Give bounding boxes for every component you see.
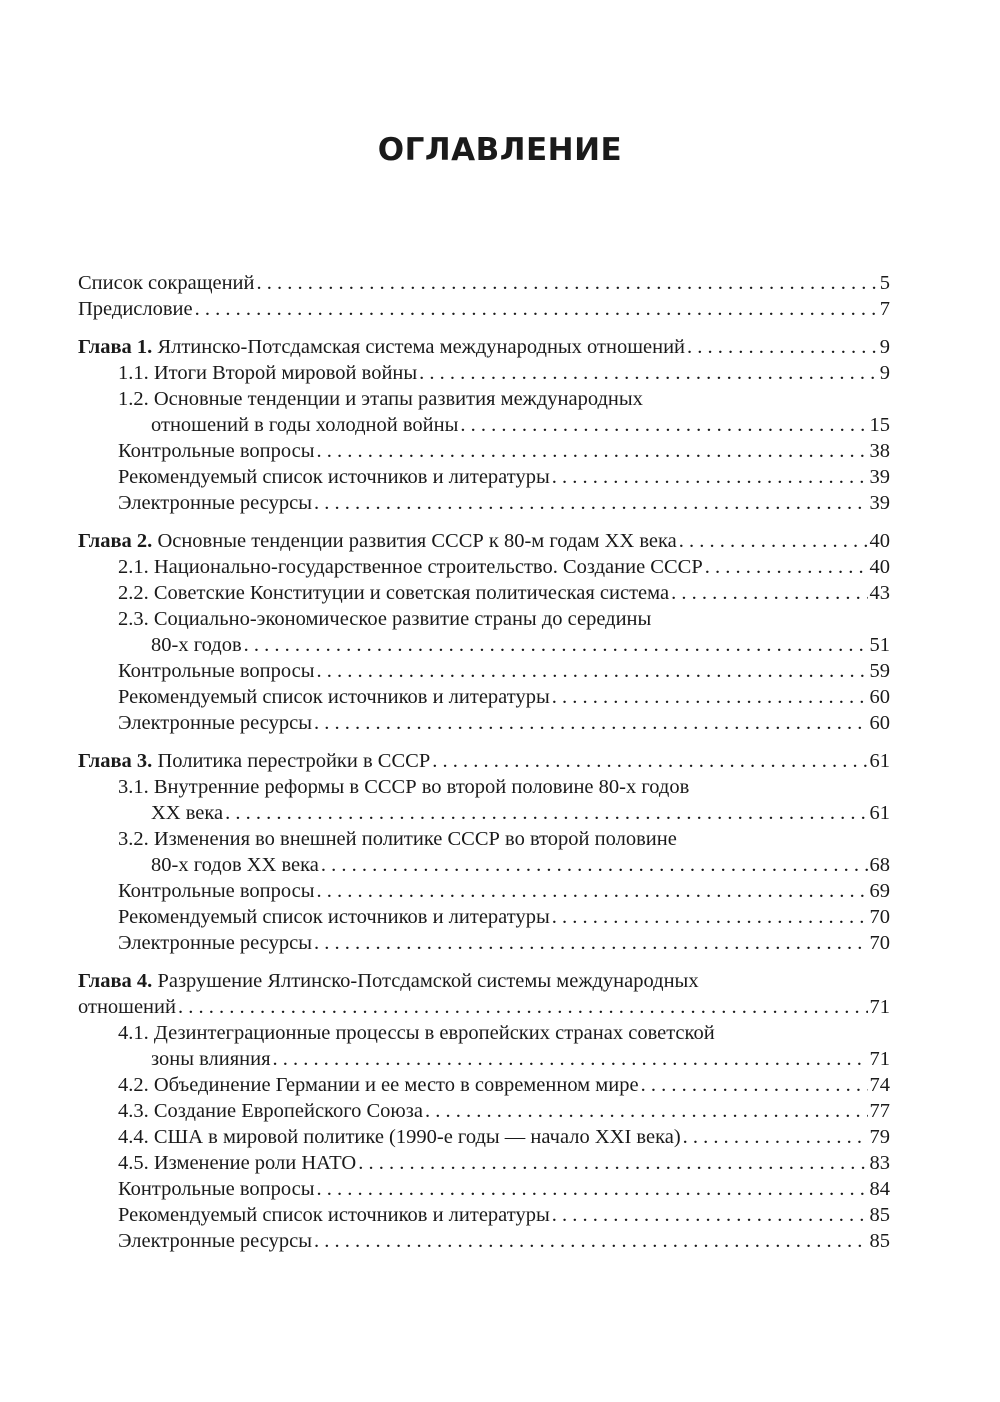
toc-page-number: 84 xyxy=(869,1178,890,1200)
dot-leader xyxy=(314,1228,868,1254)
toc-chapter-4[interactable]: отношений . . . 71 xyxy=(78,994,890,1020)
toc-entry-preface[interactable] xyxy=(78,296,890,322)
toc-page-number: 7 xyxy=(879,298,890,320)
toc-chapter-4-line1[interactable]: Глава 4. Разрушение Ялтинско-Потсдамской системы международных xyxy=(78,970,699,992)
toc-section[interactable]: 2.1. Национально-государственное строительство. Создание СССР . . . 40 xyxy=(78,554,890,580)
chapter-title: Глава 3. Политика перестройки в СССР xyxy=(78,750,431,772)
toc-chapter-2[interactable] xyxy=(78,528,890,554)
toc-page-number: 5 xyxy=(879,272,890,294)
toc-page-number: 68 xyxy=(869,854,890,876)
toc-entry-abbreviations[interactable] xyxy=(78,270,890,296)
toc-page-number: 71 xyxy=(869,1048,890,1070)
dot-leader xyxy=(225,800,867,826)
dot-leader xyxy=(321,852,868,878)
toc-section[interactable]: Контрольные вопросы . . . 84 xyxy=(78,1176,890,1202)
toc-page-number: 40 xyxy=(869,530,890,552)
toc-page-number: 70 xyxy=(869,932,890,954)
dot-leader xyxy=(314,490,868,516)
dot-leader xyxy=(257,270,878,296)
toc-page-number: 60 xyxy=(869,686,890,708)
toc-section[interactable]: Контрольные вопросы . . . 69 xyxy=(78,878,890,904)
toc-page-number: 83 xyxy=(869,1152,890,1174)
dot-leader xyxy=(552,1202,868,1228)
chapter-title: Глава 2. Основные тенденции развития СССР к 80-м годам XX века xyxy=(78,530,677,552)
toc-section[interactable]: зоны влияния . . . 71 xyxy=(78,1046,890,1072)
dot-leader xyxy=(178,994,868,1020)
dot-leader xyxy=(317,658,868,684)
toc-section[interactable]: Электронные ресурсы . . . 85 xyxy=(78,1228,890,1254)
chapter-title: Глава 1. Ялтинско-Потсдамская система международных отношений xyxy=(78,336,686,358)
toc-section[interactable]: Рекомендуемый список источников и литературы . . . 85 xyxy=(78,1202,890,1228)
dot-leader xyxy=(358,1150,867,1176)
dot-leader xyxy=(552,904,868,930)
toc-section-line1[interactable]: 4.1. Дезинтеграционные процессы в европейских странах советской xyxy=(118,1022,715,1044)
toc-page-number: 70 xyxy=(869,906,890,928)
dot-leader xyxy=(314,710,868,736)
toc-section[interactable]: 80-х годов . . . 51 xyxy=(78,632,890,658)
toc-page-number: 38 xyxy=(869,440,890,462)
toc-chapter-3[interactable] xyxy=(78,748,890,774)
toc-section[interactable]: Контрольные вопросы . . . 59 xyxy=(78,658,890,684)
toc-page-number: 60 xyxy=(869,712,890,734)
toc-entry-label: Предисловие xyxy=(78,298,193,320)
toc-section-line1[interactable]: 3.1. Внутренние реформы в СССР во второй половине 80-х годов xyxy=(118,776,690,798)
toc-page-number: 77 xyxy=(869,1100,890,1122)
dot-leader xyxy=(195,296,878,322)
chapter-prefix: Глава 4. xyxy=(78,970,153,992)
dot-leader xyxy=(705,554,868,580)
dot-leader xyxy=(244,632,868,658)
toc-section[interactable]: Электронные ресурсы . . . 60 xyxy=(78,710,890,736)
toc-page-number: 74 xyxy=(869,1074,890,1096)
toc-section-line1[interactable]: 2.3. Социально-экономическое развитие страны до середины xyxy=(118,608,652,630)
toc-section[interactable]: 2.2. Советские Конституции и советская политическая система . . . 43 xyxy=(78,580,890,606)
toc-page-number: 85 xyxy=(869,1230,890,1252)
toc-page-number: 43 xyxy=(869,582,890,604)
dot-leader xyxy=(552,464,868,490)
dot-leader xyxy=(425,1098,868,1124)
dot-leader xyxy=(641,1072,868,1098)
dot-leader xyxy=(683,1124,868,1150)
toc-chapter-1[interactable] xyxy=(78,334,890,360)
chapter-prefix: Глава 3. xyxy=(78,750,153,772)
toc-page-number: 51 xyxy=(869,634,890,656)
dot-leader xyxy=(419,360,878,386)
dot-leader xyxy=(432,748,867,774)
toc-section[interactable]: Рекомендуемый список источников и литературы . . . 70 xyxy=(78,904,890,930)
toc-page-number: 9 xyxy=(879,336,890,358)
toc-page-number: 59 xyxy=(869,660,890,682)
toc-section[interactable]: XX века . . . 61 xyxy=(78,800,890,826)
toc-section[interactable]: 80-х годов XX века . . . 68 xyxy=(78,852,890,878)
toc-section[interactable]: 4.4. США в мировой политике (1990-е годы — начало XXI века) . . . 79 xyxy=(78,1124,890,1150)
page-title: ОГЛАВЛЕНИЕ xyxy=(377,132,623,168)
toc-page-number: 39 xyxy=(869,492,890,514)
toc-section[interactable]: Рекомендуемый список источников и литературы . . . 60 xyxy=(78,684,890,710)
dot-leader xyxy=(671,580,867,606)
toc-page-number: 69 xyxy=(869,880,890,902)
toc-section[interactable]: Электронные ресурсы . . . 70 xyxy=(78,930,890,956)
toc-entry-label: Список сокращений xyxy=(78,272,255,294)
toc-page-number: 61 xyxy=(869,750,890,772)
toc-section[interactable]: 4.3. Создание Европейского Союза . . . 77 xyxy=(78,1098,890,1124)
toc-page-number: 79 xyxy=(869,1126,890,1148)
toc-page-number: 39 xyxy=(869,466,890,488)
dot-leader xyxy=(317,1176,868,1202)
toc-section[interactable]: 1.1. Итоги Второй мировой войны . . . 9 xyxy=(78,360,890,386)
dot-leader xyxy=(317,878,868,904)
toc-page-number: 85 xyxy=(869,1204,890,1226)
dot-leader xyxy=(314,930,868,956)
dot-leader xyxy=(317,438,868,464)
toc-section[interactable]: Электронные ресурсы . . . 39 xyxy=(78,490,890,516)
toc-section[interactable]: отношений в годы холодной войны . . . 15 xyxy=(78,412,890,438)
dot-leader xyxy=(552,684,868,710)
chapter-prefix: Глава 1. xyxy=(78,336,153,358)
dot-leader xyxy=(687,334,878,360)
toc-section-line1[interactable]: 1.2. Основные тенденции и этапы развития международных xyxy=(118,388,643,410)
dot-leader xyxy=(273,1046,868,1072)
toc-section[interactable]: 4.2. Объединение Германии и ее место в современном мире . . . 74 xyxy=(78,1072,890,1098)
toc-page-number: 61 xyxy=(869,802,890,824)
dot-leader xyxy=(460,412,867,438)
toc-section[interactable]: Рекомендуемый список источников и литературы . . . 39 xyxy=(78,464,890,490)
toc-page-number: 15 xyxy=(869,414,890,436)
toc-page-number: 40 xyxy=(869,556,890,578)
chapter-prefix: Глава 2. xyxy=(78,530,153,552)
toc-page-number: 71 xyxy=(869,996,890,1018)
dot-leader xyxy=(679,528,868,554)
toc-section-line1[interactable]: 3.2. Изменения во внешней политике СССР во второй половине xyxy=(118,828,677,850)
table-of-contents xyxy=(78,270,890,1254)
toc-section[interactable]: Контрольные вопросы . . . 38 xyxy=(78,438,890,464)
toc-page-number: 9 xyxy=(879,362,890,384)
toc-section[interactable]: 4.5. Изменение роли НАТО . . . 83 xyxy=(78,1150,890,1176)
